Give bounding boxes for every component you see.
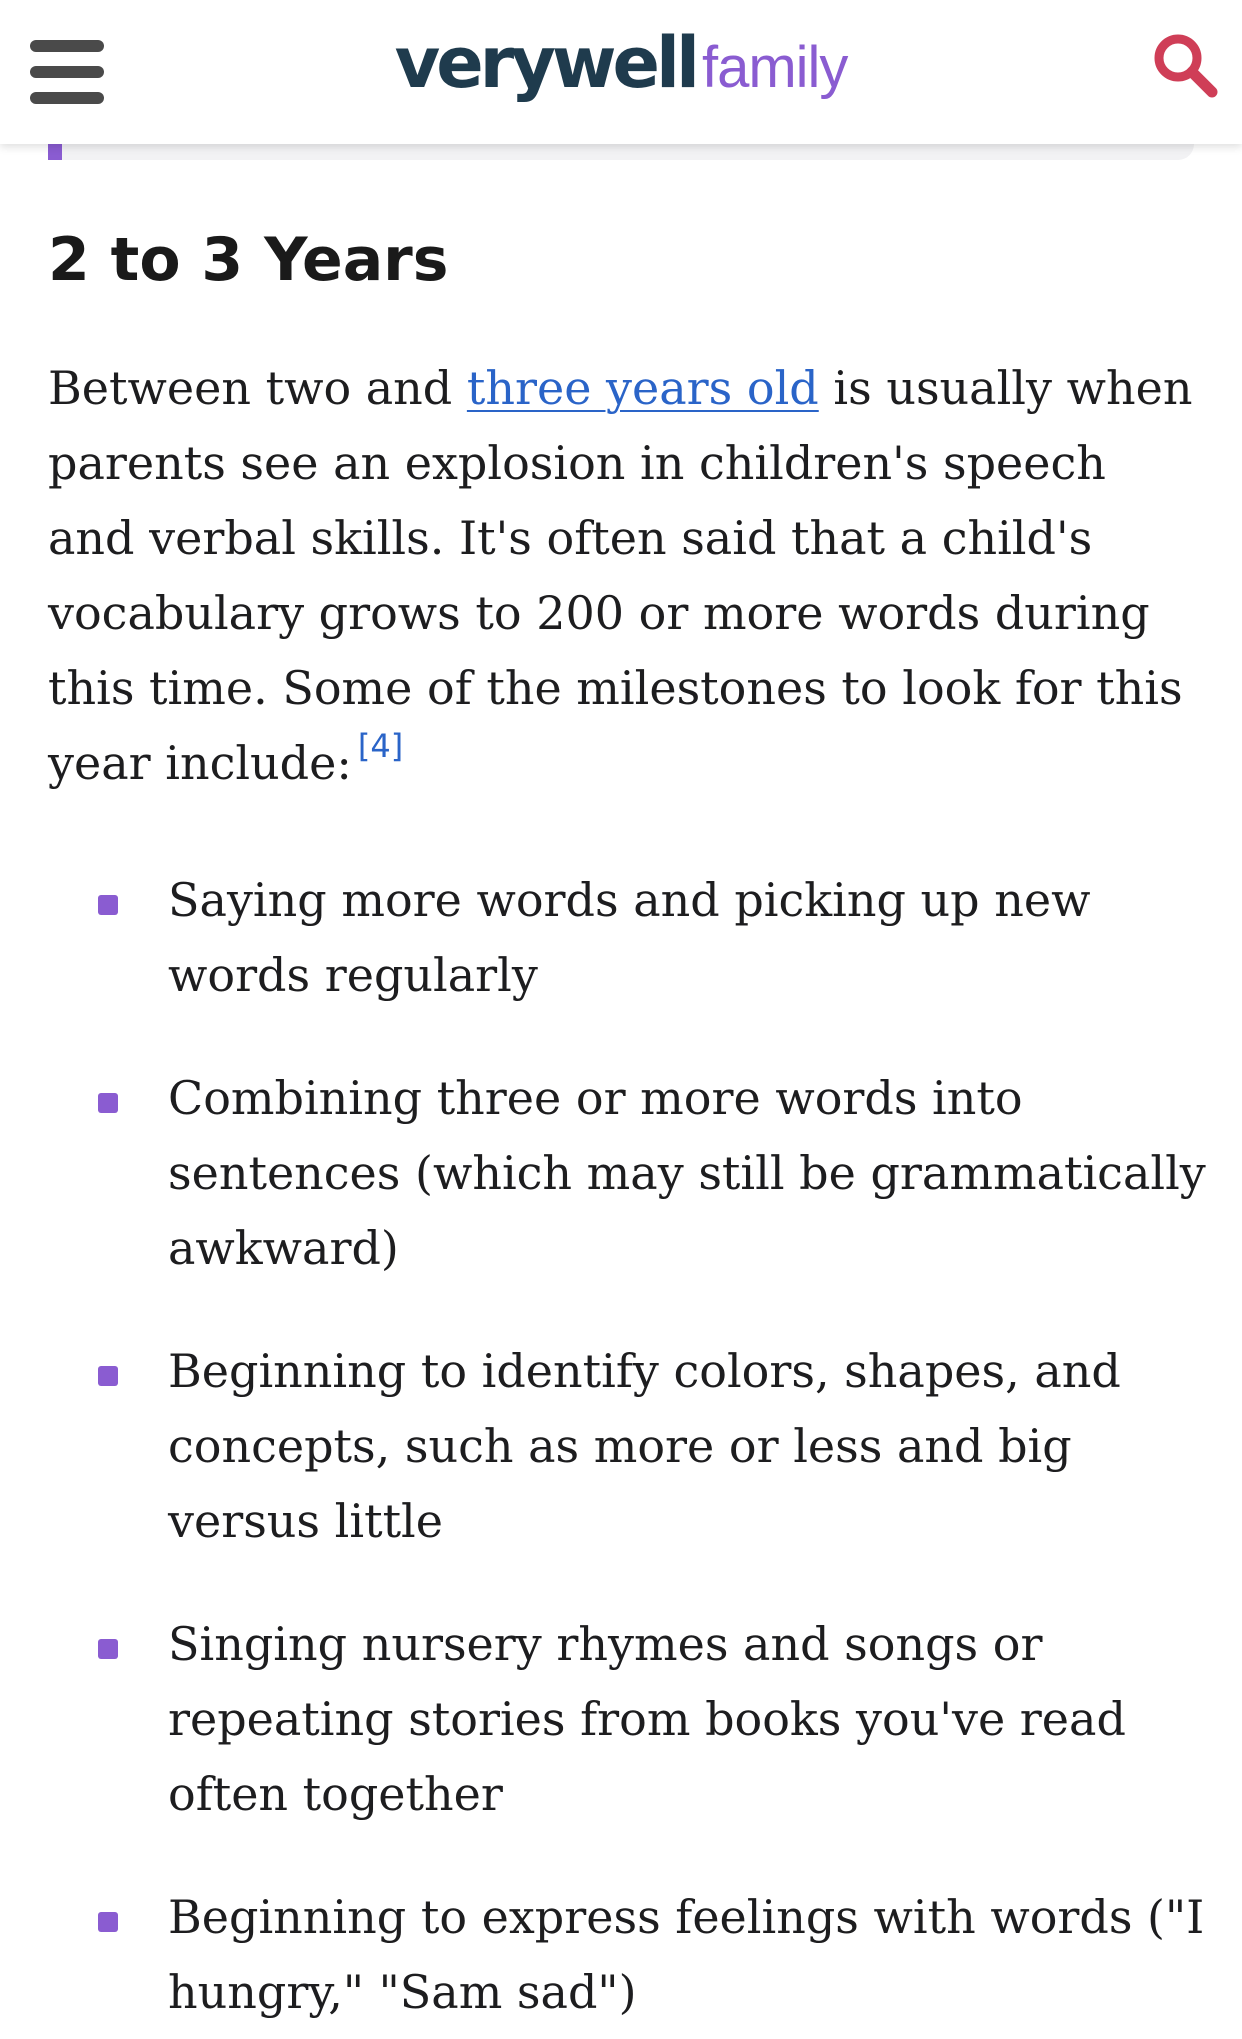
section-title: 2 to 3 Years <box>48 225 449 295</box>
site-logo[interactable] <box>0 22 1242 104</box>
three-years-old-link[interactable]: three years old <box>466 361 819 415</box>
citation-link[interactable]: [4] <box>357 727 404 765</box>
list-item-text: Singing nursery rhymes and songs or repeating stories from books you've read often together <box>168 1617 1126 1821</box>
logo-main-text: verywell <box>394 22 696 104</box>
list-item-text: Beginning to express feelings with words ("I hungry," "Sam sad") <box>168 1890 1205 2019</box>
list-item <box>168 1334 1208 1559</box>
list-item <box>168 863 1208 1013</box>
list-item-text: Combining three or more words into sentences (which may still be grammatically awkward) <box>168 1071 1206 1275</box>
intro-text-start: Between two and <box>48 361 467 415</box>
bullet-icon <box>98 1912 118 1932</box>
list-item <box>168 1061 1208 1286</box>
list-item-text: Saying more words and picking up new words regularly <box>168 873 1091 1002</box>
list-item <box>168 1607 1208 1832</box>
search-icon[interactable] <box>1150 30 1220 100</box>
logo-sub-text: family <box>701 35 848 100</box>
site-header <box>0 0 1242 144</box>
list-item-text: Beginning to identify colors, shapes, and concepts, such as more or less and big versus little <box>168 1344 1121 1548</box>
bullet-icon <box>98 1639 118 1659</box>
list-item <box>168 1880 1208 2030</box>
intro-paragraph <box>48 351 1198 801</box>
bullet-icon <box>98 1093 118 1113</box>
bullet-icon <box>98 1366 118 1386</box>
intro-text-rest: is usually when parents see an explosion in children's speech and verbal skills. It's often said that a child's vocabulary grows to 200 or more words during this time. Some of the milestones to look for this year include: <box>48 361 1193 790</box>
bullet-icon <box>98 895 118 915</box>
